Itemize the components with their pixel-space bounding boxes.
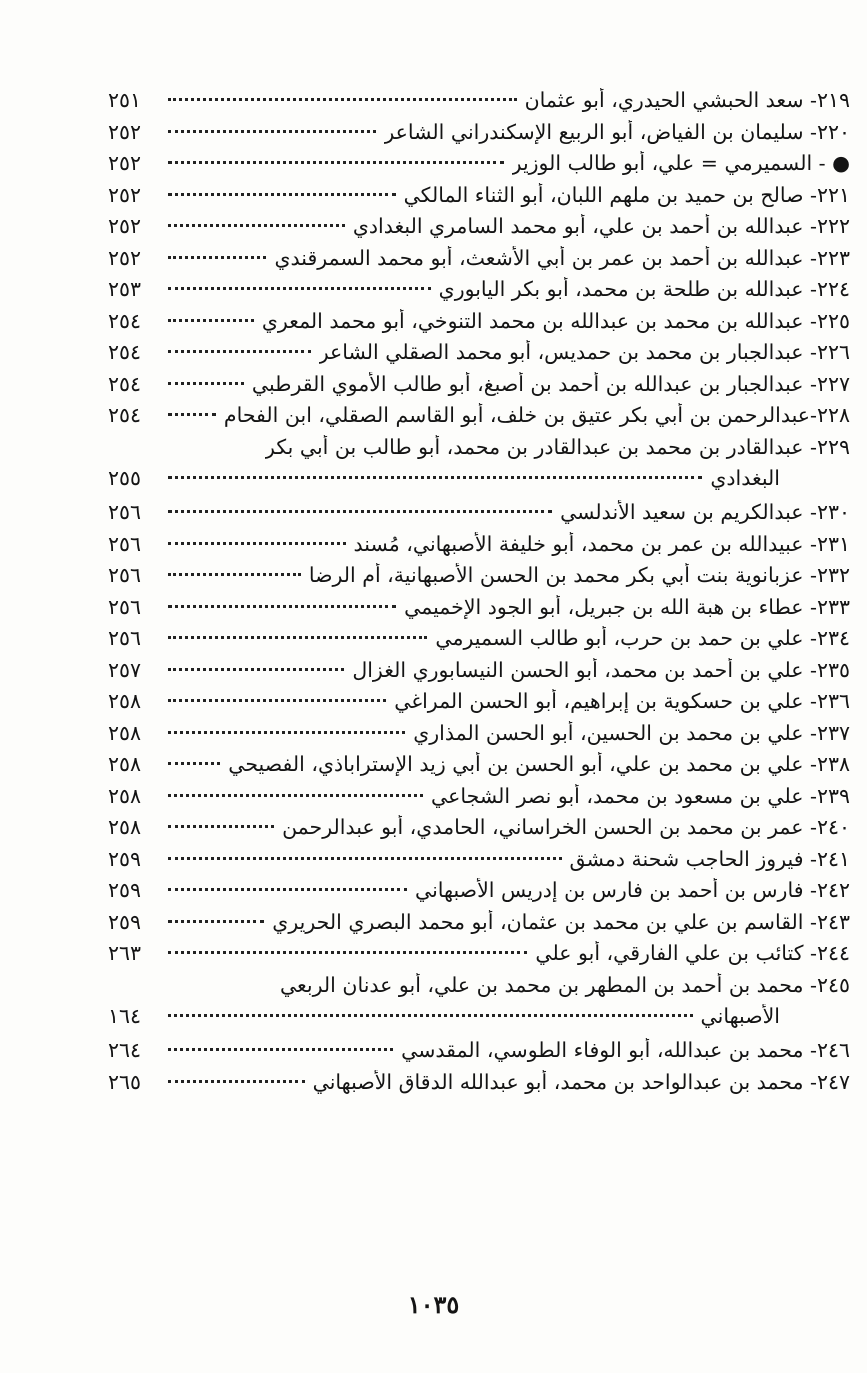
entry-page: ٢٥٩ [108,909,142,934]
leader-dots [168,762,220,765]
entry-title-continuation: البغدادي [710,466,780,490]
entry-title: ٢٢٣- عبدالله بن أحمد بن عمر بن أبي الأشعث، أبو محمد السمرقندي [274,245,850,270]
entry-title: ٢٢٠- سليمان بن الفياض، أبو الربيع الإسكندراني الشاعر [384,119,850,144]
leader-dots [168,825,274,828]
leader-dots [168,224,345,227]
leader-dots [168,161,504,164]
toc-entry [108,784,850,816]
entry-title: ٢٤٢- فارس بن أحمد بن فارس بن إدريس الأصبهاني [415,878,850,902]
leader-dots [168,731,405,734]
toc-entry [108,658,850,690]
entry-title: ٢٢٧- عبدالجبار بن عبدالله بن أحمد بن أصبغ، أبو طالب الأموي القرطبي [251,371,850,396]
entry-title: ٢٤٣- القاسم بن علي بن محمد بن عثمان، أبو محمد البصري الحريري [272,909,850,934]
leader-dots [168,1014,693,1017]
entry-title: ● - السميرمي = علي، أبو طالب الوزير [511,151,850,175]
leader-dots [168,193,396,196]
page-number: ١٠٣٥ [407,1290,460,1319]
leader-dots [168,857,562,860]
entry-title-continuation: الأصبهاني [700,1004,780,1028]
toc-entry [108,752,850,784]
leader-dots [168,668,344,671]
entry-page: ٢٥٤ [108,371,142,396]
toc-entry [108,403,850,435]
entry-page: ٢٥٨ [108,815,142,839]
leader-dots [168,605,396,608]
entry-page: ٢٥٨ [108,752,142,776]
entry-title: ٢٣٥- علي بن أحمد بن محمد، أبو الحسن النيسابوري الغزال [352,657,850,682]
entry-page: ٢٥٢ [108,214,142,238]
entry-page: ٢٥٦ [108,531,142,556]
toc-entry [108,435,850,467]
entry-title: ٢٣١- عبيدالله بن عمر بن محمد، أبو خليفة الأصبهاني، مُسند [353,531,850,556]
entry-title: ٢٤٦- محمد بن عبدالله، أبو الوفاء الطوسي، المقدسي [401,1038,850,1062]
leader-dots [168,476,702,479]
toc-entry-continuation [108,466,850,500]
entry-page: ٢٥٢ [108,182,142,207]
toc-entry [108,563,850,595]
leader-dots [168,794,423,797]
entry-title: ٢٣٧- علي بن محمد بن الحسين، أبو الحسن المذاري [413,720,850,745]
toc-entry [108,1038,850,1070]
entry-page: ٢٥٥ [108,466,142,490]
entry-page: ٢٥٦ [108,626,142,650]
toc-entry [108,878,850,910]
toc-entry-continuation [108,1004,850,1038]
entry-title: ٢٣٤- علي بن حمد بن حرب، أبو طالب السميرمي [435,626,850,650]
entry-page: ٢٥٦ [108,563,142,587]
toc-entry [108,372,850,404]
toc-entry [108,532,850,564]
entry-title: ٢٤٤- كتائب بن علي الفارقي، أبو علي [535,941,850,965]
toc-entry [108,626,850,658]
entry-page: ١٦٤ [108,1004,142,1028]
leader-dots [168,287,431,290]
entry-page: ٢٥٤ [108,403,142,427]
entry-title: ٢١٩- سعد الحبشي الحيدري، أبو عثمان [524,88,850,112]
entry-page: ٢٥٢ [108,245,142,270]
toc-entry [108,120,850,152]
leader-dots [168,699,386,702]
entry-title: ٢٢١- صالح بن حميد بن ملهم اللبان، أبو الثناء المالكي [403,182,850,207]
leader-dots [168,636,427,639]
entry-title: ٢٣٣- عطاء بن هبة الله بن جبريل، أبو الجود الإخميمي [404,594,850,619]
entry-title: ٢٤٠- عمر بن محمد بن الحسن الخراساني، الحامدي، أبو عبدالرحمن [282,815,850,839]
entry-title: ٢٢٢- عبدالله بن أحمد بن علي، أبو محمد السامري البغدادي [352,214,850,238]
toc-entry [108,246,850,278]
entry-page: ٢٥٩ [108,846,142,871]
entry-title: ٢٤٧- محمد بن عبدالواحد بن محمد، أبو عبدالله الدقاق الأصبهاني [312,1069,850,1094]
toc-entry [108,500,850,532]
leader-dots [168,573,301,576]
entry-page: ٢٥٤ [108,340,142,364]
toc-entry [108,183,850,215]
leader-dots [168,920,264,923]
toc-entry [108,1070,850,1102]
entry-title: ٢٣٨- علي بن محمد بن علي، أبو الحسن بن أبي زيد الإستراباذي، الفصيحي [228,752,850,776]
leader-dots [168,350,311,353]
entry-title: ٢٢٥- عبدالله بن محمد بن عبدالله بن محمد التنوخي، أبو محمد المعري [261,308,850,333]
entry-title: ٢٣٠- عبدالكريم بن سعيد الأندلسي [560,500,850,524]
entry-page: ٢٥٢ [108,151,142,175]
leader-dots [168,1048,393,1051]
entry-page: ٢٥٨ [108,783,142,808]
leader-dots [168,413,216,416]
toc-entry [108,973,850,1005]
leader-dots [168,256,266,259]
leader-dots [168,319,254,322]
entry-page: ٢٥٩ [108,878,142,902]
entry-page: ٢٥٨ [108,689,142,713]
entry-page: ٢٦٥ [108,1069,142,1094]
entry-page: ٢٦٤ [108,1038,142,1062]
leader-dots [168,130,376,133]
entry-title: ٢٣٢- عزبانوية بنت أبي بكر محمد بن الحسن الأصبهانية، أم الرضا [308,563,850,587]
toc-entry [108,340,850,372]
leader-dots [168,510,552,513]
toc-entry [108,721,850,753]
leader-dots [168,888,407,891]
entry-title: ٢٢٨-عبدالرحمن بن أبي بكر عتيق بن خلف، أبو القاسم الصقلي، ابن الفحام [223,403,850,427]
toc-entry [108,277,850,309]
entry-page: ٢٥٧ [108,657,142,682]
table-of-contents [108,88,850,1101]
leader-dots [168,382,244,385]
entry-title: ٢٢٩- عبدالقادر بن محمد بن عبدالقادر بن محمد، أبو طالب بن أبي بكر [265,434,850,459]
entry-page: ٢٦٣ [108,941,142,965]
entry-page: ٢٥٦ [108,500,142,524]
entry-page: ٢٥٤ [108,308,142,333]
toc-entry [108,847,850,879]
entry-title: ٢٣٦- علي بن حسكوية بن إبراهيم، أبو الحسن المراغي [394,689,850,713]
entry-title: ٢٤١- فيروز الحاجب شحنة دمشق [569,846,850,871]
entry-page: ٢٥٦ [108,594,142,619]
toc-entry [108,595,850,627]
toc-entry [108,941,850,973]
leader-dots [168,542,346,545]
toc-entry [108,309,850,341]
leader-dots [168,98,517,101]
toc-entry [108,88,850,120]
leader-dots [168,1080,305,1083]
entry-page: ٢٥٢ [108,119,142,144]
toc-entry [108,151,850,183]
toc-entry [108,214,850,246]
entry-page: ٢٥١ [108,88,142,112]
entry-title: ٢٤٥- محمد بن أحمد بن المطهر بن محمد بن علي، أبو عدنان الربعي [279,972,850,997]
entry-page: ٢٥٨ [108,720,142,745]
entry-title: ٢٣٩- علي بن مسعود بن محمد، أبو نصر الشجاعي [431,783,850,808]
entry-page: ٢٥٣ [108,277,142,301]
entry-title: ٢٢٦- عبدالجبار بن محمد بن حمديس، أبو محمد الصقلي الشاعر [318,340,850,364]
entry-title: ٢٢٤- عبدالله بن طلحة بن محمد، أبو بكر اليابوري [438,277,850,301]
toc-entry [108,910,850,942]
toc-entry [108,815,850,847]
toc-entry [108,689,850,721]
leader-dots [168,951,527,954]
